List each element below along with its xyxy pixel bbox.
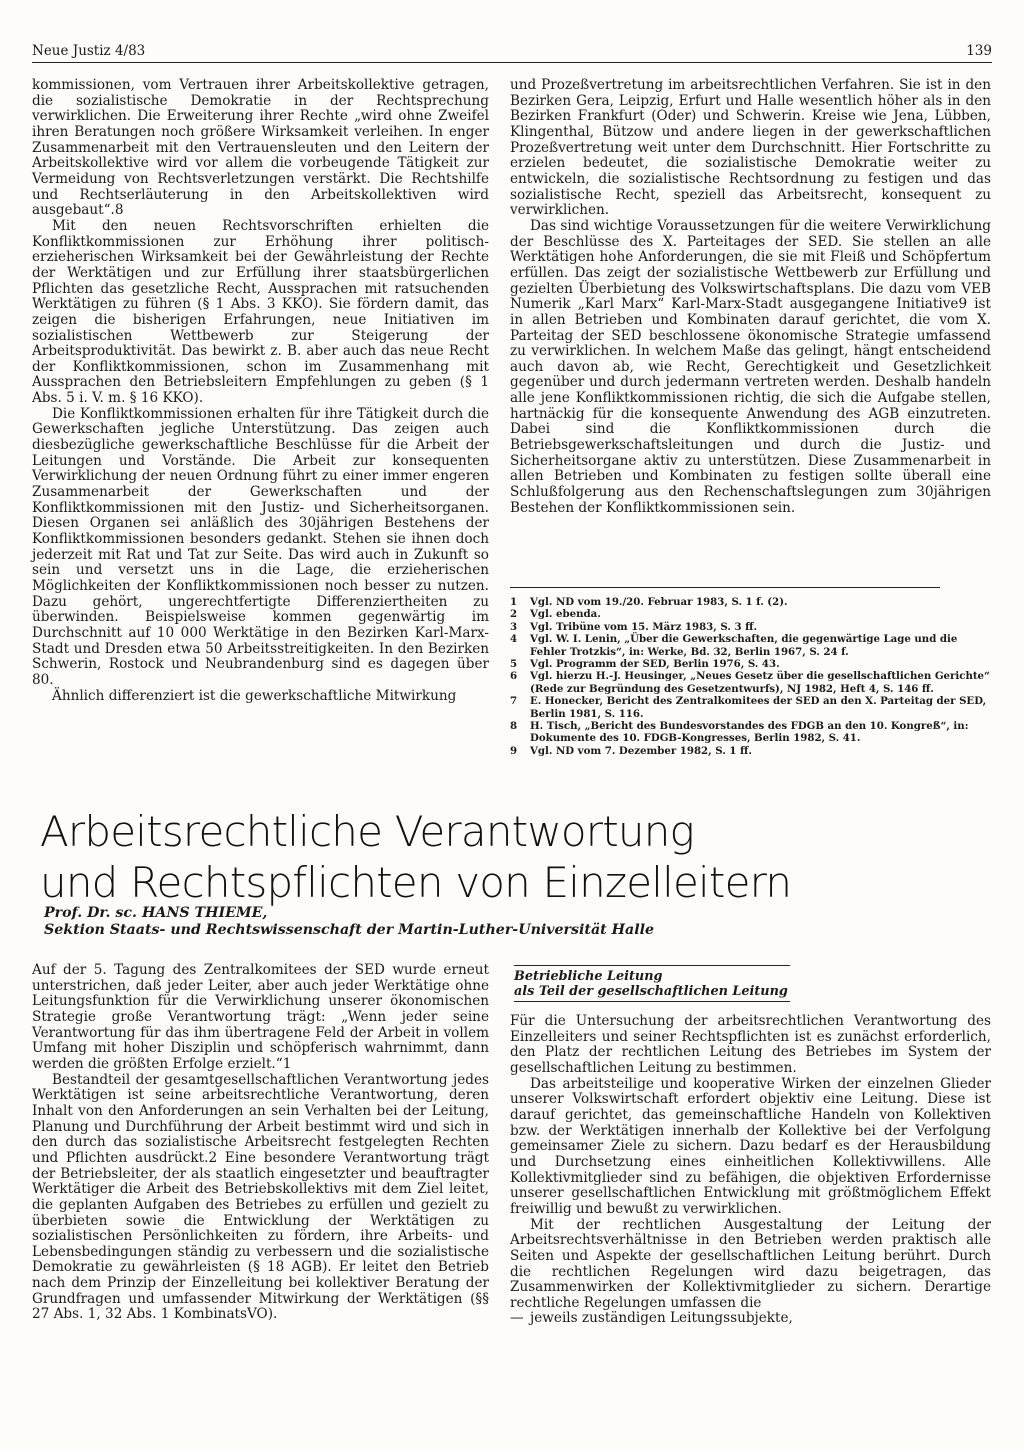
paragraph: Für die Untersuchung der arbeitsrechtlichen Verantwortung des Einzelleiters und seiner Rechtspflichten ist es zunächst erforderlich, den Platz der rechtlichen Leitung des Betriebes im System der gesellschaftlichen Leitung zu bestimmen. [510,1013,991,1076]
footnote: 6 Vgl. hierzu H.-J. Heusinger, „Neues Gesetz über die gesellschaftlichen Gerichte“ (Rede zur Begründung des Gesetzentwurfs), NJ 1982, Heft 4, S. 146 ff. [510,670,990,695]
author: Prof. Dr. sc. HANS THIEME, [44,905,268,921]
footnote: 9 Vgl. ND vom 7. Dezember 1982, S. 1 ff. [510,744,752,757]
paragraph: Das arbeitsteilige und kooperative Wirken der einzelnen Glieder unserer Volkswirtschaft erfordert objektiv eine Leitung. Diese ist darauf gerichtet, das gemeinschaftliche Handeln von Kollektiven bzw. der Werktätigen innerhalb der Kollektive bei der Verfolgung gemeinsamer Ziele zu sichern. Dazu bedarf es der Herausbildung und Durchsetzung eines einheitlichen Kollektivwillens. Alle Kollektivmitglieder sind zu befähigen, die objektiven Erfordernisse unserer gesellschaftlichen Entwicklung mit größtmöglichem Effekt freiwillig und bewußt zu verwirklichen. [510,1075,991,1217]
footnote: 4 Vgl. W. I. Lenin, „Über die Gewerkschaften, die gegenwärtige Lage und die Fehler Trotzkis“, in: Werke, Bd. 32, Berlin 1967, S. 24 f. [510,633,958,658]
footnote-divider [510,587,940,588]
footnote: 2 Vgl. ebenda. [510,608,601,621]
page-number: 139 [966,43,992,59]
section-heading [514,965,790,1002]
paragraph: Auf der 5. Tagung des Zentralkomitees der SED wurde erneut unterstrichen, daß jeder Leiter, aber auch jeder Werktätige ohne Leitungsfunktion für die Verwirklichung unserer ökonomischen Strategie große Verantwortung trägt: „Wenn jeder seine Verantwortung für das ihm übertragene Feld der Arbeit in vollem Umfang mit hoher Disziplin und schöpferisch wahrnimmt, dann werden die größten Erfolge erzielt.“1 [32,962,489,1072]
paragraph: und Prozeßvertretung im arbeitsrechtlichen Verfahren. Sie ist in den Bezirken Gera, Leipzig, Erfurt und Halle wesentlich höher als in den Bezirken Frankfurt (Oder) und Schwerin. Kreise wie Jena, Lübben, Klingenthal, Bützow und andere liegen in der gewerkschaftlichen Prozeßvertretung weit unter dem Durchschnitt. Hier Fortschritte zu erzielen bedeutet, die sozialistische Demokratie weiter zu entwickeln, die sozialistische Rechtsordnung zu festigen und das sozialistische Recht, speziell das Arbeitsrecht, konsequent zu verwirklichen. [510,77,991,219]
list-item: — jeweils zuständigen Leitungssubjekte, [510,1310,793,1327]
paragraph: Ähnlich differenziert ist die gewerkschaftliche Mitwirkung [52,687,457,704]
byline [44,905,994,939]
paragraph: Das sind wichtige Voraussetzungen für die weitere Verwirklichung der Beschlüsse des X. Parteitages der SED. Sie stellen an alle Werktätigen hohe Anforderungen, die sie mit Fleiß und Schöpfertum erfüllen. Das zeigt der sozialistische Wettbewerb zur Erfüllung und gezielten Überbietung des Volkswirtschaftsplans. Die dazu vom VEB Numerik „Karl Marx“ Karl-Marx-Stadt ausgegangene Initiative9 ist in allen Betrieben und Kombinaten darauf gerichtet, die vom X. Parteitag der SED beschlossene ökonomische Strategie umfassend zu verwirklichen. In welchem Maße das gelingt, hängt entscheidend auch davon ab, wie Recht, Gerechtigkeit und Gesetzlichkeit gegenüber und durch jedermann vertreten werden. Deshalb handeln alle jene Konfliktkommissionen richtig, die sich die Aufgabe stellen, hartnäckig für die konsequente Anwendung des AGB einzutreten. Dabei sind die Konfliktkommissionen durch die Betriebsgewerkschaftsleitungen und durch die Justiz- und Sicherheitsorgane aktiv zu unterstützen. Diese Zusammenarbeit in allen Betrieben und Kombinaten zu festigen sollte überall eine Schlußfolgerung aus den Rechenschaftslegungen zum 30jährigen Bestehen der Konfliktkommissionen sein. [510,217,991,516]
article-title [40,806,990,908]
footnote: 3 Vgl. Tribüne vom 15. März 1983, S. 3 ff. [510,620,757,633]
column-3 [32,963,489,1323]
section-heading-line: Betriebliche Leitung [514,969,663,984]
footnotes [510,596,991,757]
running-header [32,42,992,63]
paragraph: Die Konfliktkommissionen erhalten für ihre Tätigkeit durch die Gewerkschaften jegliche Unterstützung. Das zeigen auch diesbezügliche gewerkschaftliche Beschlüsse für die Arbeit der Leitungen und Vorstände. Die Arbeit zur konsequenten Verwirklichung der neuen Ordnung führt zu einer immer engeren Zusammenarbeit der Gewerkschaften und der Konfliktkommissionen mit den Justiz- und Sicherheitsorganen. Diesen Organen sei anläßlich des 30jährigen Bestehens der Konfliktkommissionen besonders gedankt. Stehen sie ihnen doch jederzeit mit Rat und Tat zur Seite. Das wird auch in Zukunft so sein und versetzt uns in die Lage, die erzieherischen Möglichkeiten der Konfliktkommissionen noch besser zu nutzen. Dazu gehört, ungerechtfertigte Differenziertheiten zu überwinden. Beispielsweise kommen gegenwärtig im Durchschnitt auf 10 000 Werktätige in den Bezirken Karl-Marx-Stadt und Dresden etwa 50 Arbeitsstreitigkeiten. In den Bezirken Schwerin, Rostock und Neubrandenburg sind es dagegen über 80. [32,405,489,688]
paragraph: Mit den neuen Rechtsvorschriften erhielten die Konfliktkommissionen zur Erhöhung ihrer politisch-erzieherischen Wirksamkeit bei der Gewährleistung der Rechte der Werktätigen und zur Erfüllung ihrer staatsbürgerlichen Pflichten das gesetzliche Recht, Aussprachen mit ratsuchenden Werktätigen zu führen (§ 1 Abs. 3 KKO). Sie fördern damit, das zeigen die bisherigen Erfahrungen, neue Initiativen im sozialistischen Wettbewerb zur Steigerung der Arbeitsproduktivität. Das bewirkt z. B. aber auch das neue Recht der Konfliktkommissionen, schon im Zusammenhang mit Aussprachen den Betriebsleitern Empfehlungen zu geben (§ 1 Abs. 5 i. V. m. § 16 KKO). [32,217,489,407]
section-heading-line: als Teil der gesellschaftlichen Leitung [514,984,788,999]
paragraph: Mit der rechtlichen Ausgestaltung der Leitung der Arbeitsrechtsverhältnisse in den Betrieben werden praktisch alle Seiten und Aspekte der gesellschaftlichen Leitung berührt. Durch die rechtlichen Regelungen wird dazu beigetragen, das Zusammenwirken der Kollektivmitglieder zu sichern. Derartige rechtliche Regelungen umfassen die [510,1216,991,1311]
paragraph: Bestandteil der gesamtgesellschaftlichen Verantwortung jedes Werktätigen ist seine arbeitsrechtliche Verantwortung, deren Inhalt von den Anforderungen an sein Verhalten bei der Leitung, Planung und Durchführung der Arbeit bestimmt wird und sich in den durch das sozialistische Arbeitsrecht festgelegten Rechten und Pflichten ausdrückt.2 Eine besondere Verantwortung trägt der Betriebsleiter, der als staatlich eingesetzter und beauftragter Werktätiger die Arbeit des Betriebskollektivs mit dem Ziel leitet, die geplanten Aufgaben des Betriebes zu erfüllen und gezielt zu überbieten sowie die Entwicklung der Werktätigen zu sozialistischen Persönlichkeiten zu fördern, ihre Arbeits- und Lebensbedingungen ständig zu verbessern und die sozialistische Demokratie zu gewährleisten (§ 18 AGB). Er leitet den Betrieb nach dem Prinzip der Einzelleitung bei kollektiver Beratung der Grundfragen und umfassender Mitwirkung der Werktätigen (§§ 27 Abs. 1, 32 Abs. 1 KombinatsVO). [32,1071,489,1323]
article-title-line: Arbeitsrechtliche Verantwortung [40,807,694,856]
footnote: 8 H. Tisch, „Bericht des Bundesvorstandes des FDGB an den 10. Kongreß“, in: Dokumente des 10. FDGB-Kongresses, Berlin 1982, S. 41. [510,720,969,745]
column-4 [510,1014,991,1327]
article-title-line: und Rechtspflichten von Einzelleitern [40,858,792,907]
journal-issue: Neue Justiz 4/83 [32,43,146,59]
column-2 [510,78,991,516]
column-1 [32,78,489,704]
footnote: 5 Vgl. Programm der SED, Berlin 1976, S. 43. [510,658,780,671]
footnote: 7 E. Honecker, Bericht des Zentralkomitees der SED an den X. Parteitag der SED, Berlin 1981, S. 116. [510,695,987,720]
affiliation: Sektion Staats- und Rechtswissenschaft der Martin-Luther-Universität Halle [44,922,655,938]
paragraph: kommissionen, vom Vertrauen ihrer Arbeitskollektive getragen, die sozialistische Demokratie in der Rechtsprechung verwirklichen. Die Erweiterung ihrer Rechte „wird ohne Zweifel ihren Beratungen noch größere Wirksamkeit verleihen. In enger Zusammenarbeit mit den Vertrauensleuten und den Leitern der Arbeitskollektive wird vor allem die vorbeugende Tätigkeit zur Vermeidung von Rechtsverletzungen verstärkt. Die Rechtshilfe und Rechtserläuterung in den Arbeitskollektiven wird ausgebaut“.8 [32,77,489,219]
footnote: 1 Vgl. ND vom 19./20. Februar 1983, S. 1 f. (2). [510,596,788,608]
